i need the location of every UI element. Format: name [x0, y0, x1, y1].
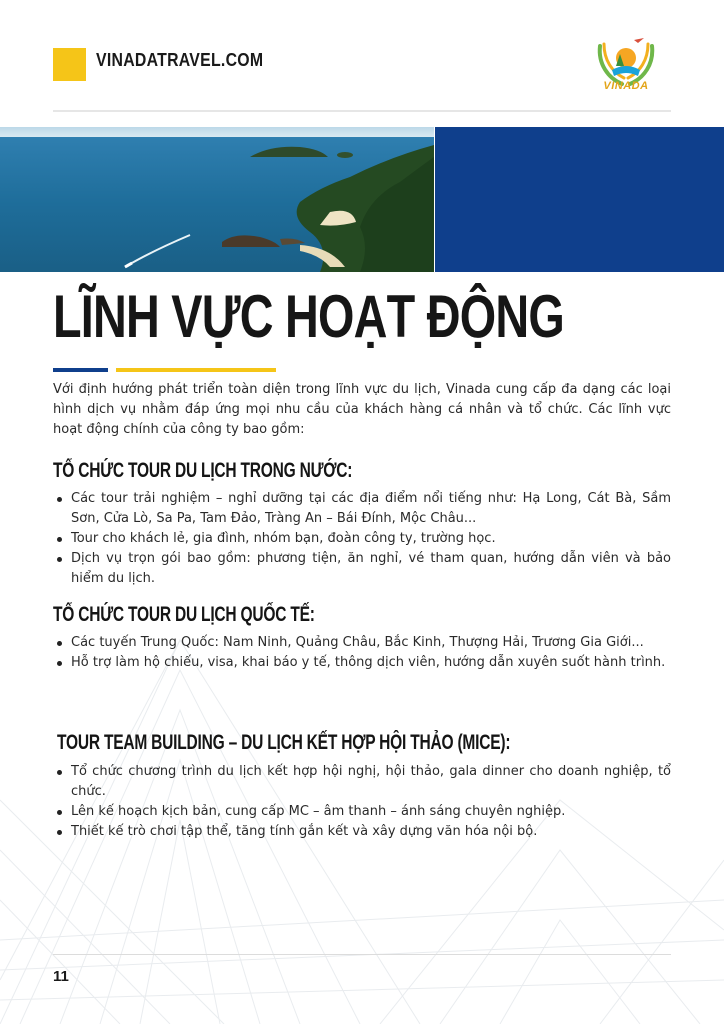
header-divider [53, 110, 671, 112]
list-item: Lên kế hoạch kịch bản, cung cấp MC – âm thanh – ánh sáng chuyên nghiệp. [53, 802, 671, 822]
list-item: Hỗ trợ làm hộ chiếu, visa, khai báo y tế, thông dịch viên, hướng dẫn xuyên suốt hành trình. [53, 653, 671, 673]
list-item: Tour cho khách lẻ, gia đình, nhóm bạn, đoàn công ty, trường học. [53, 529, 671, 549]
logo-text: VINADA [603, 80, 649, 92]
section-heading-team-building-mice: TOUR TEAM BUILDING – DU LỊCH KẾT HỢP HỘI THẢO (MICE): [57, 731, 511, 754]
page-title: LĨNH VỰC HOẠT ĐỘNG [53, 283, 564, 350]
title-underline-yellow [116, 368, 276, 372]
list-item: Các tuyến Trung Quốc: Nam Ninh, Quảng Châu, Bắc Kinh, Thượng Hải, Trương Gia Giới... [53, 633, 671, 653]
intro-paragraph: Với định hướng phát triển toàn diện trong lĩnh vực du lịch, Vinada cung cấp đa dạng các loại hình dịch vụ nhằm đáp ứng mọi nhu cầu của khách hàng cá nhân và tổ chức. Các lĩnh vực hoạt động chính của công ty bao gồm: [53, 382, 671, 437]
list-item: Tổ chức chương trình du lịch kết hợp hội nghị, hội thảo, gala dinner cho doanh nghiệp, tổ chức. [53, 762, 671, 802]
site-name[interactable]: VINADATRAVEL.COM [96, 50, 264, 70]
title-underline-blue [53, 368, 108, 372]
brand-square [53, 48, 86, 81]
list-item: Các tour trải nghiệm – nghỉ dưỡng tại các địa điểm nổi tiếng như: Hạ Long, Cát Bà, Sầm Sơn, Cửa Lò, Sa Pa, Tam Đảo, Tràng An – Bái Đính, Mộc Châu... [53, 489, 671, 529]
team-building-list [53, 762, 671, 842]
international-tours-list [53, 633, 671, 673]
blue-accent-block [435, 127, 724, 272]
coastal-island-photo [0, 127, 434, 272]
domestic-tours-list [53, 489, 671, 589]
list-item: Thiết kế trò chơi tập thể, tăng tính gắn kết và xây dựng văn hóa nội bộ. [53, 822, 671, 842]
list-item: Dịch vụ trọn gói bao gồm: phương tiện, ăn nghỉ, vé tham quan, hướng dẫn viên và bảo hiểm du lịch. [53, 549, 671, 589]
footer-divider [53, 954, 671, 955]
page-number: 11 [53, 968, 69, 985]
section-heading-domestic-tours: TỔ CHỨC TOUR DU LỊCH TRONG NƯỚC: [53, 459, 353, 482]
section-heading-international-tours: TỔ CHỨC TOUR DU LỊCH QUỐC TẾ: [53, 603, 315, 626]
